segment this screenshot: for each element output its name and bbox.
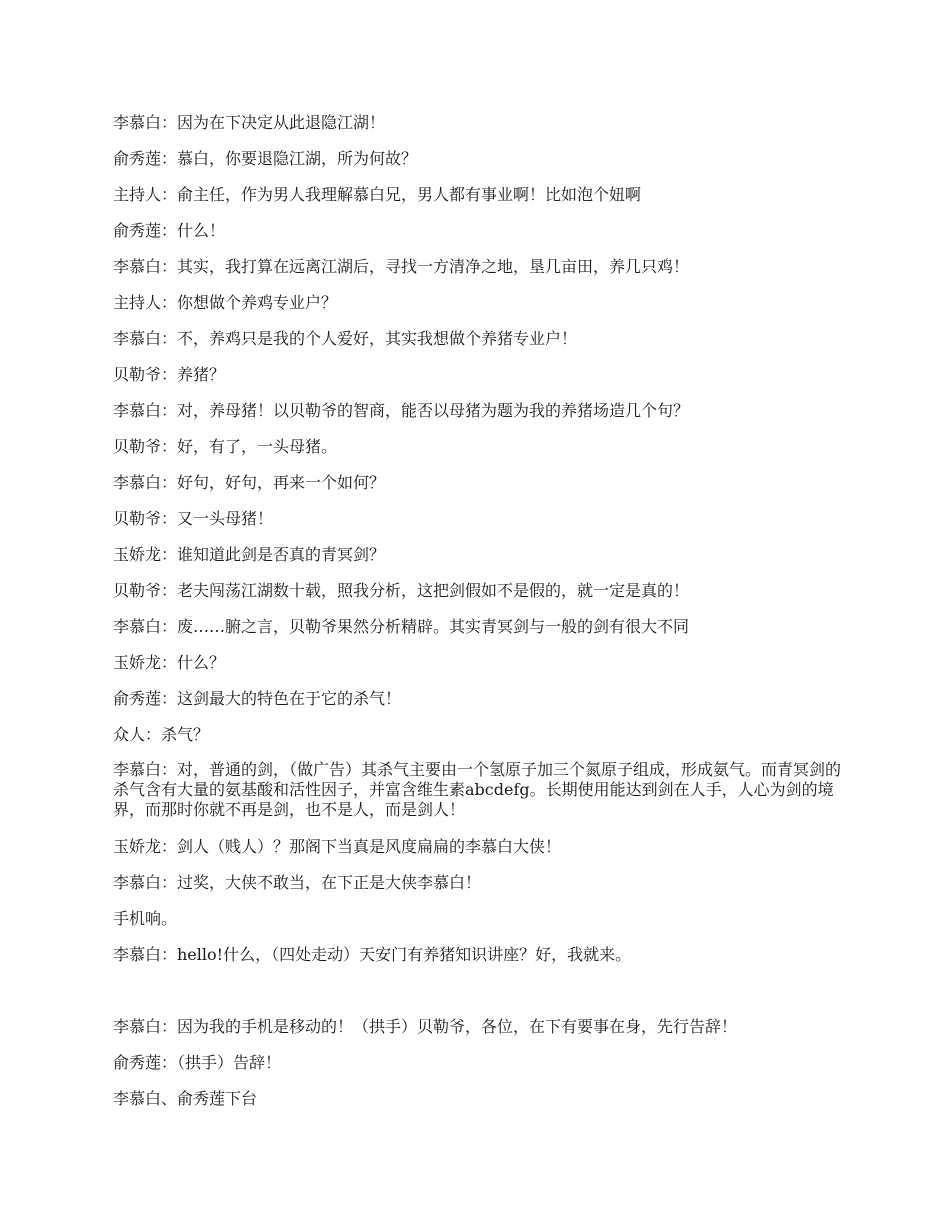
dialogue-line: 李慕白：不，养鸡只是我的个人爱好，其实我想做个养猪专业户！ — [113, 329, 578, 348]
blank-gap — [113, 980, 843, 1016]
dialogue-line: 主持人：你想做个养鸡专业户？ — [113, 293, 338, 312]
dialogue-paragraph: 李慕白：对，普通的剑，（做广告）其杀气主要由一个氢原子加三个氮原子组成，形成氨气。而青冥剑的杀气含有大量的氨基酸和活性因子，并富含维生素abcdefg。长期使用能达到剑在人手，人心为剑的境界，而那时你就不再是剑，也不是人，而是剑人！ — [113, 760, 842, 819]
dialogue-line: 玉娇龙：什么？ — [113, 653, 226, 672]
dialogue-line: 李慕白：过奖，大侠不敢当，在下正是大侠李慕白！ — [113, 873, 482, 892]
dialogue-line: 俞秀莲：（拱手）告辞！ — [113, 1053, 282, 1072]
dialogue-line: 李慕白：对，养母猪！以贝勒爷的智商，能否以母猪为题为我的养猪场造几个句？ — [113, 401, 690, 420]
dialogue-line: 贝勒爷：养猪？ — [113, 365, 226, 384]
dialogue-line: 李慕白：好句，好句，再来一个如何？ — [113, 473, 386, 492]
dialogue-line: 玉娇龙：谁知道此剑是否真的青冥剑？ — [113, 545, 386, 564]
dialogue-line: 贝勒爷：好，有了，一头母猪。 — [113, 437, 338, 456]
dialogue-line: 俞秀莲：这剑最大的特色在于它的杀气！ — [113, 689, 402, 708]
dialogue-line: 俞秀莲：慕白，你要退隐江湖，所为何故？ — [113, 149, 418, 168]
dialogue-line: 李慕白：因为我的手机是移动的！（拱手）贝勒爷，各位，在下有要事在身，先行告辞！ — [113, 1017, 738, 1036]
dialogue-line: 贝勒爷：又一头母猪！ — [113, 509, 274, 528]
dialogue-line: 玉娇龙：剑人（贱人）？那阁下当真是风度扁扁的李慕白大侠！ — [113, 837, 562, 856]
dialogue-line: 李慕白：废……腑之言，贝勒爷果然分析精辟。其实青冥剑与一般的剑有很大不同 — [113, 617, 690, 636]
dialogue-line: 李慕白：其实，我打算在远离江湖后，寻找一方清净之地，垦几亩田，养几只鸡！ — [113, 257, 690, 276]
dialogue-line: 主持人：俞主任，作为男人我理解慕白兄，男人都有事业啊！比如泡个妞啊 — [113, 185, 642, 204]
stage-direction: 李慕白、俞秀莲下台 — [113, 1089, 258, 1108]
dialogue-line: 众人：杀气？ — [113, 725, 210, 744]
dialogue-line: 李慕白：因为在下决定从此退隐江湖！ — [113, 113, 386, 132]
dialogue-line: 李慕白：hello!什么，（四处走动）天安门有养猪知识讲座？好，我就来。 — [113, 945, 632, 964]
dialogue-line: 贝勒爷：老夫闯荡江湖数十载，照我分析，这把剑假如不是假的，就一定是真的！ — [113, 581, 690, 600]
script-body — [113, 112, 843, 1124]
stage-direction: 手机响。 — [113, 909, 178, 928]
dialogue-line: 俞秀莲：什么！ — [113, 221, 226, 240]
